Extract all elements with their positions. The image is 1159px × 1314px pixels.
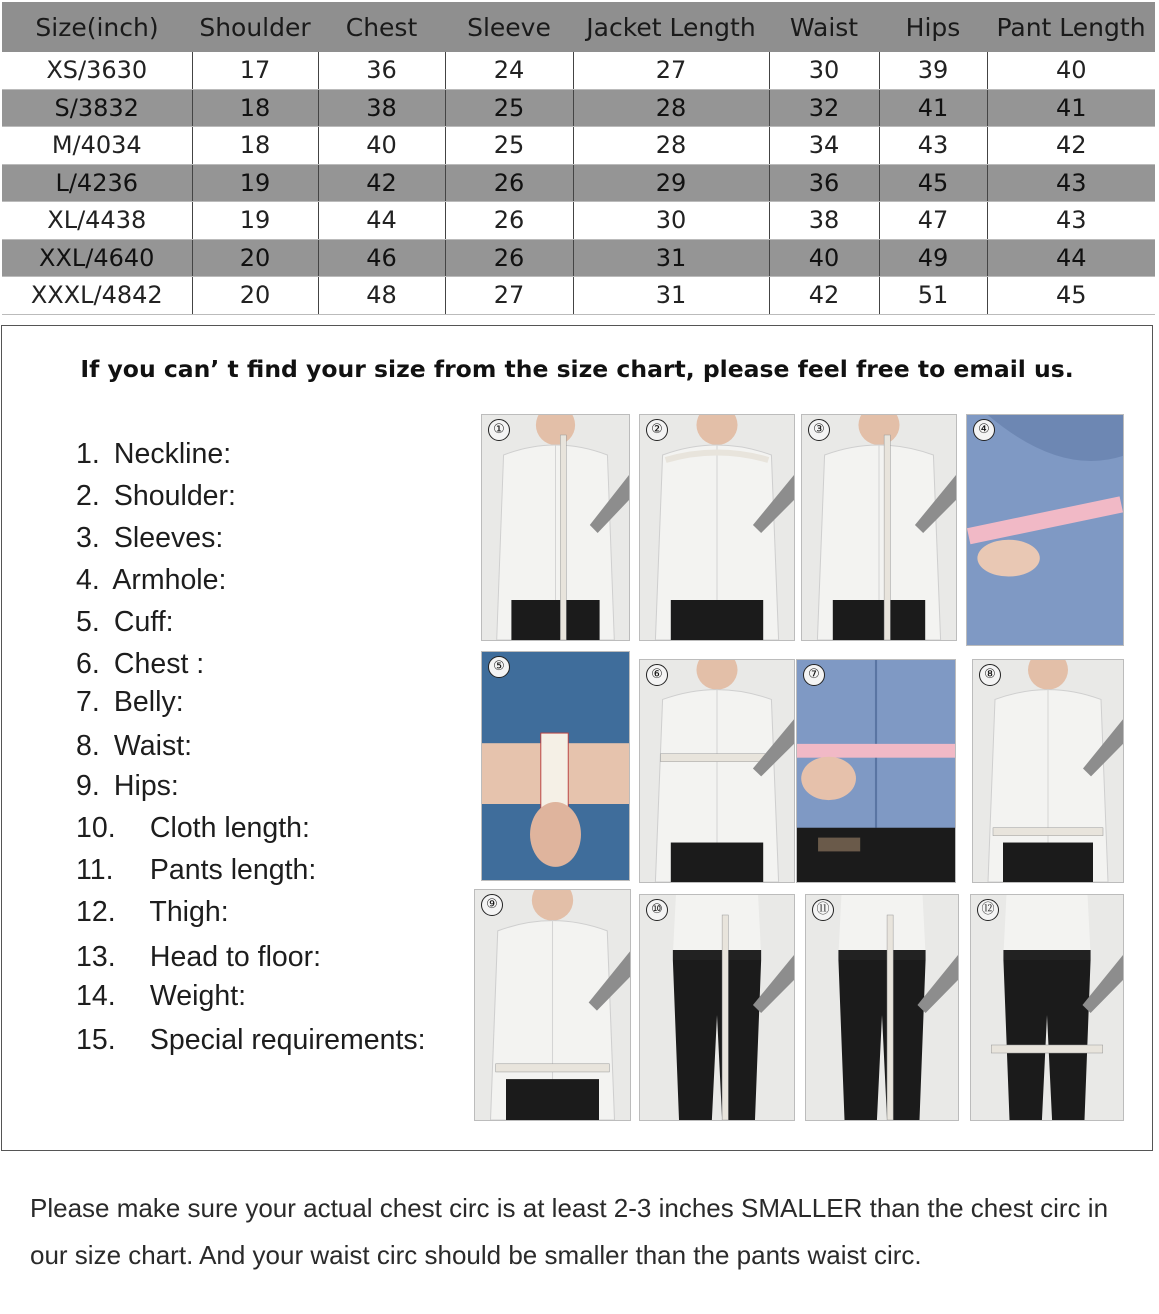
measurement-label: Special requirements:	[149, 1024, 426, 1056]
size-value-cell: 31	[573, 239, 769, 277]
photo-number-badge: ①	[488, 419, 510, 441]
photo-number-badge: ⑫	[977, 899, 999, 921]
measurement-number: 14.	[76, 980, 116, 1012]
measurement-number: 3.	[76, 522, 100, 554]
photo-number-badge: ②	[646, 419, 668, 441]
measurement-label: Shoulder:	[113, 480, 236, 512]
measurement-item	[76, 559, 426, 601]
measurement-number: 2.	[76, 480, 100, 512]
measurement-number: 11.	[76, 854, 114, 886]
column-header: Chest	[318, 2, 445, 52]
size-row	[2, 89, 1155, 127]
photo-number-badge: ⑪	[812, 899, 834, 921]
measurement-number: 1.	[76, 438, 100, 470]
size-label-cell: XXXL/4842	[2, 277, 192, 315]
measurement-number: 5.	[76, 606, 100, 638]
column-header: Hips	[879, 2, 987, 52]
size-value-cell: 19	[192, 202, 318, 240]
photo-number-badge: ④	[973, 419, 995, 441]
contact-notice: If you can’ t find your size from the size chart, please feel free to email us.	[80, 355, 1074, 383]
size-value-cell: 44	[987, 239, 1155, 277]
measurement-label: Hips:	[113, 770, 179, 802]
sizing-note: Please make sure your actual chest circ is at least 2-3 inches SMALLER than the chest circ in our size chart. And your waist circ should be smaller than the pants waist circ.	[30, 1193, 1109, 1270]
measurement-label: Belly:	[113, 686, 184, 718]
sleeve-measure-photo	[801, 414, 957, 641]
size-row	[2, 52, 1155, 89]
size-value-cell: 42	[318, 164, 445, 202]
column-header: Jacket Length	[573, 2, 769, 52]
measurement-number: 10.	[76, 812, 116, 844]
measurement-label: Chest :	[113, 648, 205, 680]
measurement-item	[76, 1019, 426, 1061]
measurement-number: 12.	[76, 896, 116, 928]
measurement-label: Thigh:	[149, 896, 229, 928]
size-value-cell: 38	[769, 202, 879, 240]
waist-measure-photo	[972, 659, 1124, 883]
size-value-cell: 19	[192, 164, 318, 202]
measurement-item	[76, 601, 426, 643]
measurement-item	[76, 891, 426, 933]
size-row	[2, 277, 1155, 315]
measurement-number: 8.	[76, 730, 100, 762]
measurement-item	[76, 975, 426, 1017]
size-value-cell: 39	[879, 52, 987, 89]
measurement-label: Cuff:	[113, 606, 174, 638]
size-label-cell: L/4236	[2, 164, 192, 202]
size-value-cell: 26	[445, 164, 573, 202]
size-value-cell: 42	[987, 127, 1155, 165]
photo-number-badge: ⑩	[646, 899, 668, 921]
measurement-item	[76, 725, 426, 767]
chest-measure-photo	[639, 659, 795, 883]
size-value-cell: 36	[318, 52, 445, 89]
measurement-number: 7.	[76, 686, 100, 718]
size-label-cell: S/3832	[2, 89, 192, 127]
size-label-cell: XXL/4640	[2, 239, 192, 277]
column-header: Shoulder	[192, 2, 318, 52]
column-header: Pant Length	[987, 2, 1155, 52]
photo-number-badge: ⑧	[979, 664, 1001, 686]
size-value-cell: 44	[318, 202, 445, 240]
size-value-cell: 40	[769, 239, 879, 277]
measurement-item	[76, 475, 426, 517]
column-header: Size(inch)	[2, 2, 192, 52]
size-row	[2, 127, 1155, 165]
pants-length-measure-photo	[805, 894, 959, 1121]
size-value-cell: 28	[573, 89, 769, 127]
column-header: Waist	[769, 2, 879, 52]
size-value-cell: 18	[192, 89, 318, 127]
size-value-cell: 51	[879, 277, 987, 315]
size-value-cell: 32	[769, 89, 879, 127]
size-label-cell: M/4034	[2, 127, 192, 165]
size-value-cell: 27	[445, 277, 573, 315]
photo-number-badge: ⑥	[646, 664, 668, 686]
measurement-number: 9.	[76, 770, 100, 802]
cloth-length-measure-photo	[639, 894, 795, 1121]
size-value-cell: 48	[318, 277, 445, 315]
size-value-cell: 30	[573, 202, 769, 240]
size-value-cell: 42	[769, 277, 879, 315]
size-value-cell: 18	[192, 127, 318, 165]
photo-number-badge: ⑦	[803, 664, 825, 686]
size-value-cell: 27	[573, 52, 769, 89]
size-row	[2, 202, 1155, 240]
measurement-item	[76, 643, 426, 685]
size-value-cell: 43	[879, 127, 987, 165]
measurement-item	[76, 765, 426, 807]
photo-number-badge: ⑤	[488, 656, 510, 678]
thigh-measure-photo	[970, 894, 1124, 1121]
measurement-guide-panel	[1, 325, 1153, 1151]
size-value-cell: 25	[445, 89, 573, 127]
size-value-cell: 41	[879, 89, 987, 127]
measurement-number: 15.	[76, 1024, 116, 1056]
size-value-cell: 29	[573, 164, 769, 202]
measurement-label: Neckline:	[113, 438, 232, 470]
size-value-cell: 43	[987, 164, 1155, 202]
size-value-cell: 26	[445, 239, 573, 277]
cuff-measure-photo	[481, 651, 630, 881]
size-row	[2, 164, 1155, 202]
size-value-cell: 28	[573, 127, 769, 165]
size-value-cell: 45	[987, 277, 1155, 315]
neckline-measure-photo	[481, 414, 630, 641]
measurement-label: Weight:	[149, 980, 247, 1012]
size-value-cell: 47	[879, 202, 987, 240]
size-value-cell: 20	[192, 239, 318, 277]
belly-measure-photo	[796, 659, 956, 883]
measurement-item	[76, 681, 426, 723]
measurement-label: Pants length:	[149, 854, 317, 886]
measurement-label: Head to floor:	[149, 941, 322, 973]
size-value-cell: 17	[192, 52, 318, 89]
size-value-cell: 26	[445, 202, 573, 240]
measurement-label: Armhole:	[112, 564, 227, 596]
size-value-cell: 46	[318, 239, 445, 277]
measurement-item	[76, 936, 426, 978]
size-value-cell: 40	[987, 52, 1155, 89]
shoulder-measure-photo	[639, 414, 795, 641]
size-label-cell: XL/4438	[2, 202, 192, 240]
size-value-cell: 30	[769, 52, 879, 89]
size-value-cell: 36	[769, 164, 879, 202]
size-value-cell: 45	[879, 164, 987, 202]
size-value-cell: 25	[445, 127, 573, 165]
measurement-number: 13.	[76, 941, 116, 973]
measurement-item	[76, 849, 426, 891]
size-value-cell: 20	[192, 277, 318, 315]
size-chart-header-row	[2, 2, 1155, 52]
size-value-cell: 34	[769, 127, 879, 165]
measurement-label: Cloth length:	[149, 812, 310, 844]
measurement-item	[76, 517, 426, 559]
hips-measure-photo	[474, 889, 631, 1121]
measurement-number: 6.	[76, 648, 100, 680]
size-value-cell: 43	[987, 202, 1155, 240]
photo-number-badge: ⑨	[481, 894, 503, 916]
measurement-number: 4.	[76, 564, 100, 596]
size-value-cell: 41	[987, 89, 1155, 127]
size-value-cell: 38	[318, 89, 445, 127]
measurement-label: Sleeves:	[113, 522, 224, 554]
size-value-cell: 24	[445, 52, 573, 89]
size-value-cell: 49	[879, 239, 987, 277]
measurement-item	[76, 433, 426, 475]
column-header: Sleeve	[445, 2, 573, 52]
measurement-item	[76, 807, 426, 849]
size-value-cell: 31	[573, 277, 769, 315]
size-label-cell: XS/3630	[2, 52, 192, 89]
photo-number-badge: ③	[808, 419, 830, 441]
measurement-label: Waist:	[113, 730, 193, 762]
armhole-measure-photo	[966, 414, 1124, 646]
measurement-list	[76, 433, 426, 1061]
size-chart-table	[2, 2, 1155, 315]
size-row	[2, 239, 1155, 277]
size-value-cell: 40	[318, 127, 445, 165]
